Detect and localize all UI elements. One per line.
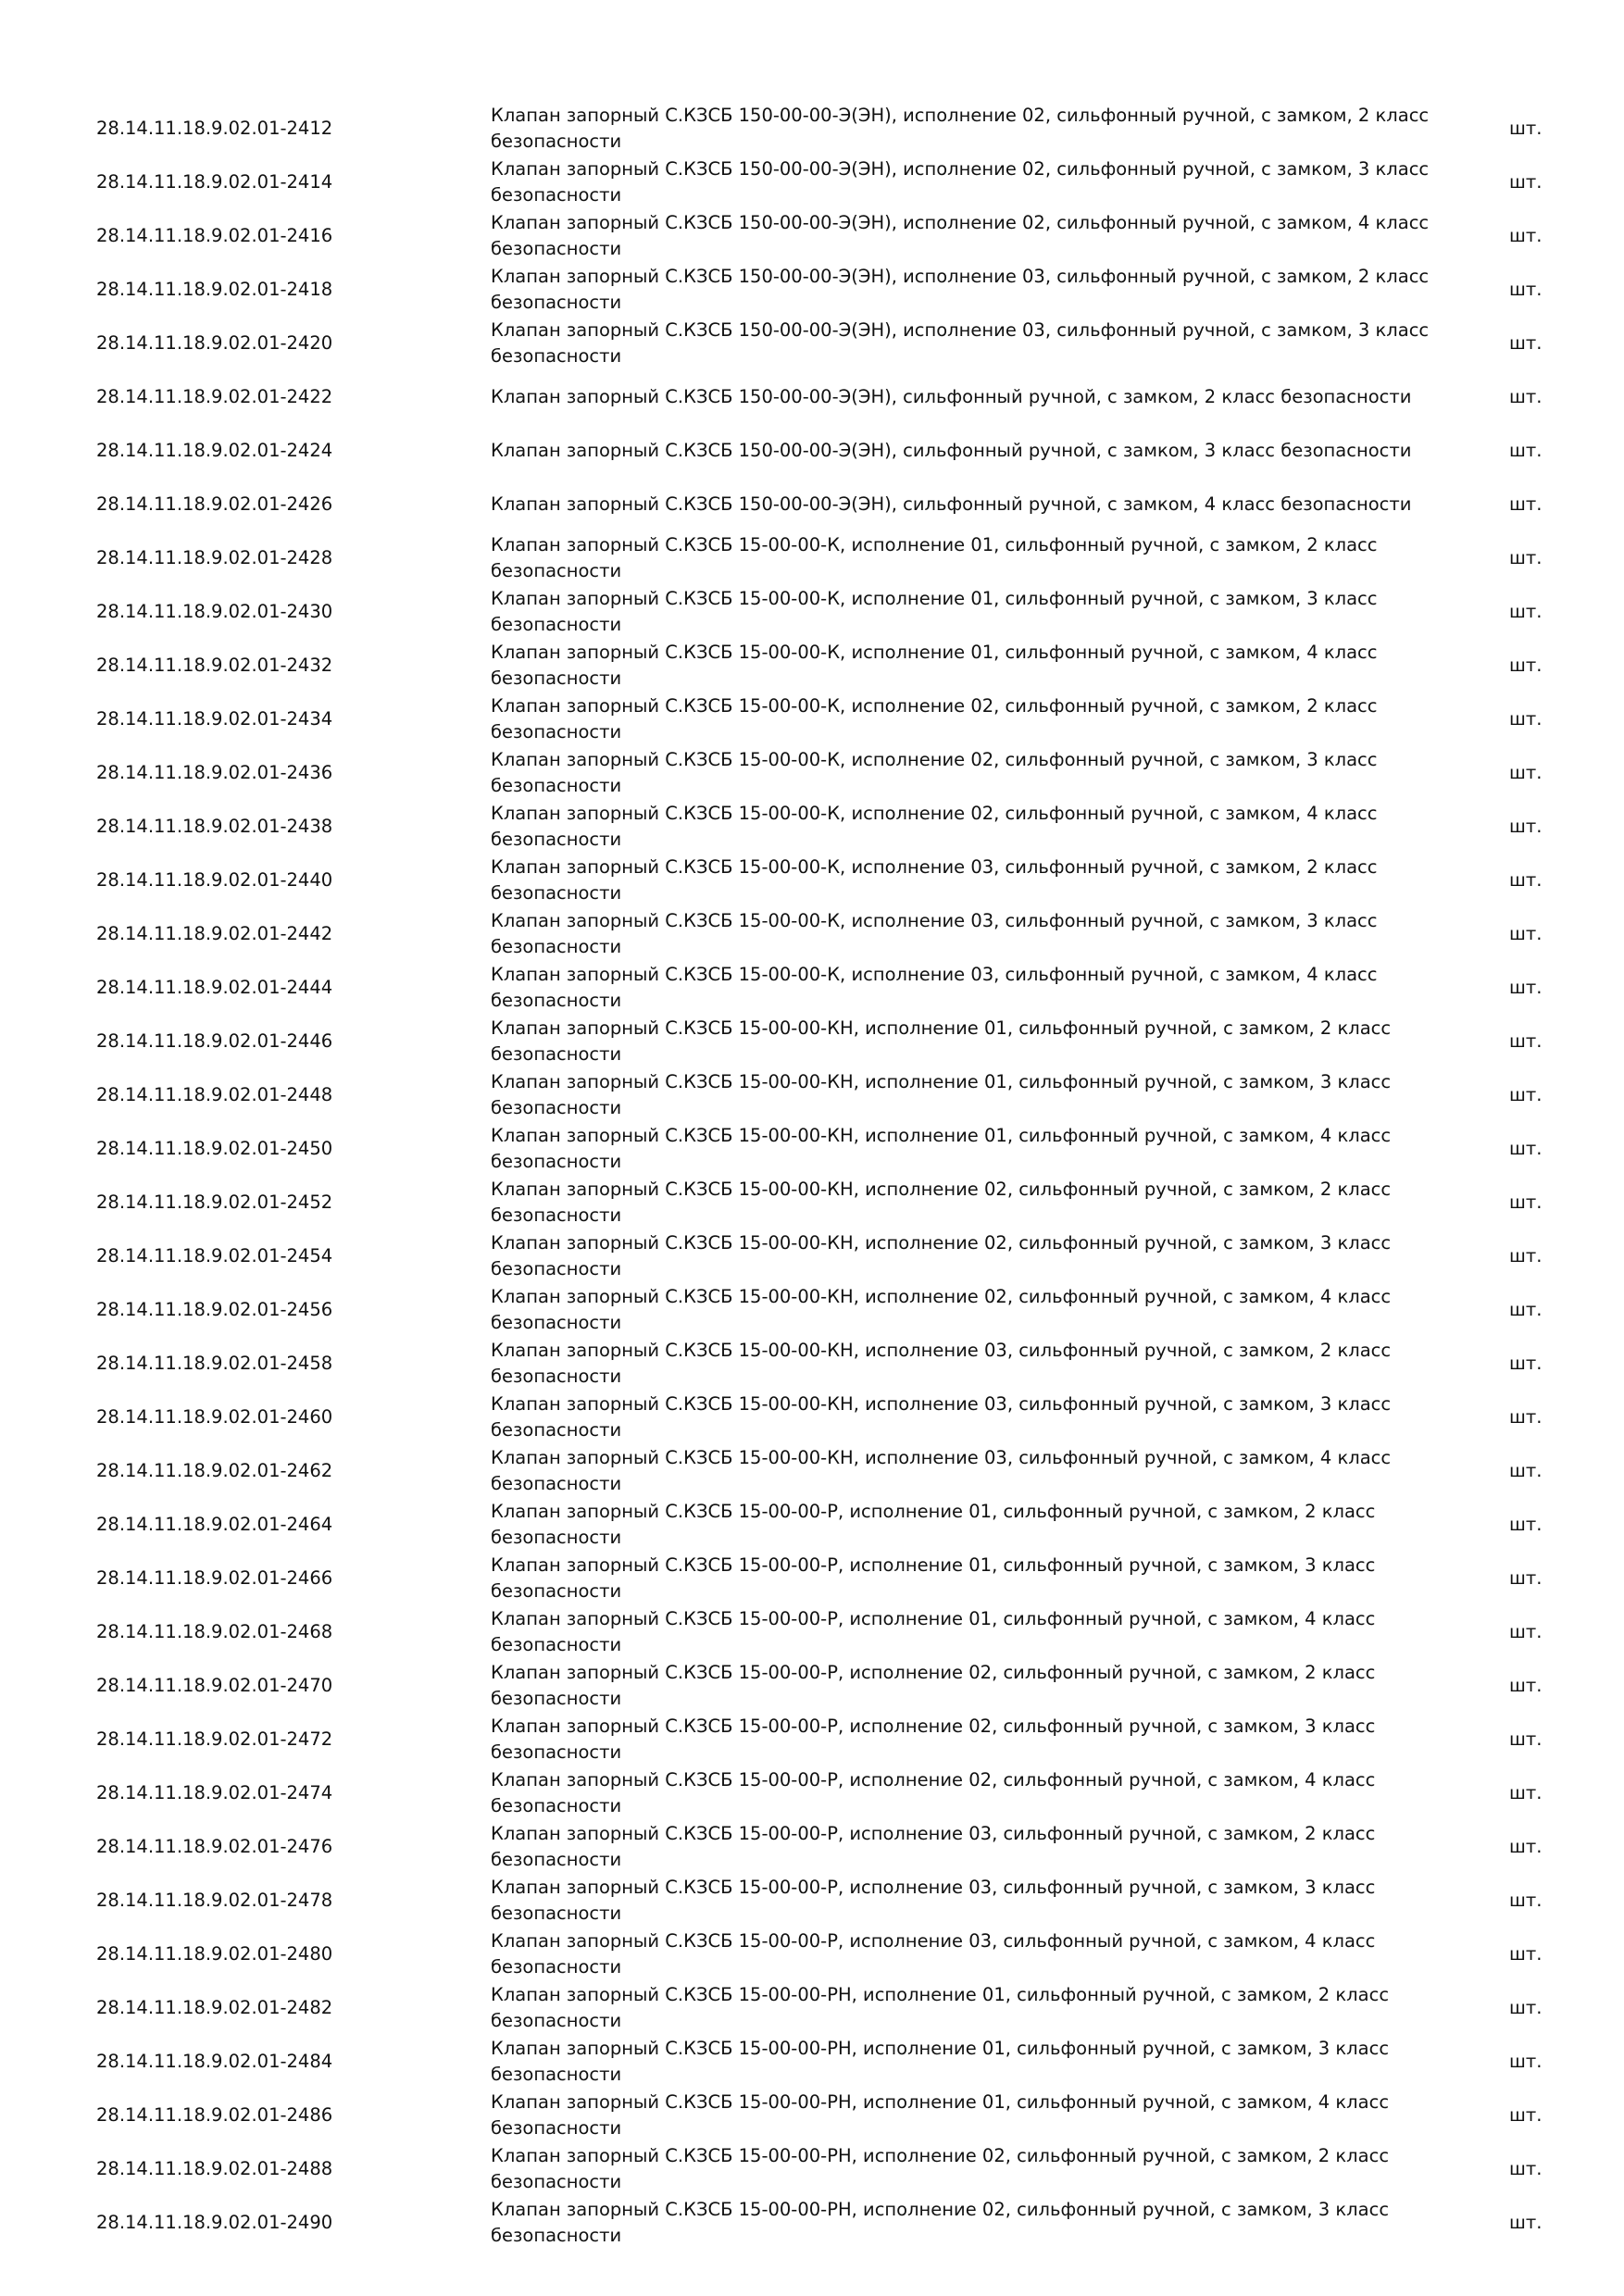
item-unit: шт. [1509,1353,1543,1374]
table-row [96,1981,1568,2035]
item-unit: шт. [1509,869,1543,891]
item-name: Клапан запорный С.КЗСБ 15-00-00-КН, исполнение 03, сильфонный ручной, с замком, 3 класс безопасности [491,1393,1392,1441]
item-unit: шт. [1509,762,1543,783]
items-table-body [96,102,1568,2250]
item-code: 28.14.11.18.9.02.01-2442 [96,923,333,944]
item-code: 28.14.11.18.9.02.01-2422 [96,386,333,407]
item-code: 28.14.11.18.9.02.01-2482 [96,1997,333,2018]
item-unit: шт. [1509,977,1543,998]
item-unit: шт. [1509,601,1543,622]
item-code: 28.14.11.18.9.02.01-2432 [96,655,333,676]
table-row [96,1928,1568,1981]
item-code: 28.14.11.18.9.02.01-2460 [96,1406,333,1428]
item-unit: шт. [1509,655,1543,676]
item-name: Клапан запорный С.КЗСБ 150-00-00-Э(ЭН), исполнение 03, сильфонный ручной, с замком, 3 класс безопасности [491,319,1430,367]
item-name: Клапан запорный С.КЗСБ 150-00-00-Э(ЭН), сильфонный ручной, с замком, 3 класс безопасности [491,440,1412,461]
item-name: Клапан запорный С.КЗСБ 15-00-00-К, исполнение 01, сильфонный ручной, с замком, 3 класс безопасности [491,588,1378,635]
item-unit: шт. [1509,2212,1543,2233]
table-row [96,1337,1568,1391]
table-row [96,1068,1568,1122]
item-unit: шт. [1509,225,1543,246]
item-name: Клапан запорный С.КЗСБ 150-00-00-Э(ЭН), сильфонный ручной, с замком, 2 класс безопасности [491,386,1412,407]
item-name: Клапан запорный С.КЗСБ 15-00-00-К, исполнение 03, сильфонный ручной, с замком, 4 класс безопасности [491,964,1378,1011]
item-name: Клапан запорный С.КЗСБ 15-00-00-К, исполнение 01, сильфонный ручной, с замком, 2 класс безопасности [491,534,1378,581]
item-name: Клапан запорный С.КЗСБ 15-00-00-КН, исполнение 03, сильфонный ручной, с замком, 4 класс безопасности [491,1447,1392,1494]
table-row [96,2089,1568,2142]
table-row [96,1122,1568,1176]
item-unit: шт. [1509,923,1543,944]
item-name: Клапан запорный С.КЗСБ 15-00-00-РН, исполнение 02, сильфонный ручной, с замком, 2 класс безопасности [491,2145,1390,2192]
item-name: Клапан запорный С.КЗСБ 150-00-00-Э(ЭН), исполнение 02, сильфонный ручной, с замком, 4 класс безопасности [491,212,1430,259]
table-row [96,1391,1568,1444]
table-row [96,1552,1568,1605]
table-row [96,1498,1568,1552]
item-code: 28.14.11.18.9.02.01-2464 [96,1514,333,1535]
item-code: 28.14.11.18.9.02.01-2424 [96,440,333,461]
table-row [96,1659,1568,1713]
item-unit: шт. [1509,1567,1543,1589]
item-name: Клапан запорный С.КЗСБ 15-00-00-РН, исполнение 01, сильфонный ручной, с замком, 2 класс безопасности [491,1984,1390,2031]
item-name: Клапан запорный С.КЗСБ 15-00-00-К, исполнение 01, сильфонный ручной, с замком, 4 класс безопасности [491,642,1378,689]
item-code: 28.14.11.18.9.02.01-2430 [96,601,333,622]
item-unit: шт. [1509,1621,1543,1642]
item-unit: шт. [1509,332,1543,354]
item-unit: шт. [1509,171,1543,193]
item-unit: шт. [1509,1030,1543,1052]
item-unit: шт. [1509,1084,1543,1105]
table-row [96,1176,1568,1229]
item-name: Клапан запорный С.КЗСБ 15-00-00-Р, исполнение 02, сильфонный ручной, с замком, 3 класс безопасности [491,1716,1376,1763]
table-row [96,907,1568,961]
item-code: 28.14.11.18.9.02.01-2444 [96,977,333,998]
item-code: 28.14.11.18.9.02.01-2490 [96,2212,333,2233]
item-code: 28.14.11.18.9.02.01-2488 [96,2158,333,2179]
table-row [96,370,1568,424]
item-name: Клапан запорный С.КЗСБ 15-00-00-КН, исполнение 03, сильфонный ручной, с замком, 2 класс безопасности [491,1340,1392,1387]
item-code: 28.14.11.18.9.02.01-2440 [96,869,333,891]
item-name: Клапан запорный С.КЗСБ 150-00-00-Э(ЭН), исполнение 03, сильфонный ручной, с замком, 2 класс безопасности [491,266,1430,313]
item-unit: шт. [1509,2051,1543,2072]
item-unit: шт. [1509,1138,1543,1159]
item-code: 28.14.11.18.9.02.01-2472 [96,1728,333,1750]
item-name: Клапан запорный С.КЗСБ 15-00-00-Р, исполнение 03, сильфонный ручной, с замком, 3 класс безопасности [491,1877,1376,1924]
table-row [96,961,1568,1015]
item-unit: шт. [1509,279,1543,300]
table-row [96,1229,1568,1283]
table-row [96,1820,1568,1874]
table-row [96,317,1568,370]
item-code: 28.14.11.18.9.02.01-2420 [96,332,333,354]
item-code: 28.14.11.18.9.02.01-2426 [96,493,333,515]
item-unit: шт. [1509,2104,1543,2126]
table-row [96,209,1568,263]
item-code: 28.14.11.18.9.02.01-2450 [96,1138,333,1159]
table-row [96,1605,1568,1659]
item-code: 28.14.11.18.9.02.01-2476 [96,1836,333,1857]
item-name: Клапан запорный С.КЗСБ 15-00-00-РН, исполнение 01, сильфонный ручной, с замком, 4 класс безопасности [491,2091,1390,2139]
item-code: 28.14.11.18.9.02.01-2458 [96,1353,333,1374]
item-unit: шт. [1509,493,1543,515]
item-unit: шт. [1509,2158,1543,2179]
table-row [96,800,1568,854]
item-name: Клапан запорный С.КЗСБ 150-00-00-Э(ЭН), исполнение 02, сильфонный ручной, с замком, 3 класс безопасности [491,158,1430,206]
item-name: Клапан запорный С.КЗСБ 15-00-00-Р, исполнение 03, сильфонный ручной, с замком, 4 класс безопасности [491,1930,1376,1978]
item-code: 28.14.11.18.9.02.01-2418 [96,279,333,300]
table-row [96,2035,1568,2089]
items-table [96,102,1568,2250]
item-name: Клапан запорный С.КЗСБ 15-00-00-КН, исполнение 01, сильфонный ручной, с замком, 4 класс безопасности [491,1125,1392,1172]
item-unit: шт. [1509,1997,1543,2018]
item-name: Клапан запорный С.КЗСБ 15-00-00-К, исполнение 02, сильфонный ручной, с замком, 4 класс безопасности [491,803,1378,850]
table-row [96,1015,1568,1068]
table-row [96,854,1568,907]
item-code: 28.14.11.18.9.02.01-2436 [96,762,333,783]
table-row [96,102,1568,156]
item-code: 28.14.11.18.9.02.01-2454 [96,1245,333,1267]
item-unit: шт. [1509,1192,1543,1213]
table-row [96,585,1568,639]
item-code: 28.14.11.18.9.02.01-2446 [96,1030,333,1052]
item-unit: шт. [1509,1836,1543,1857]
item-code: 28.14.11.18.9.02.01-2484 [96,2051,333,2072]
item-name: Клапан запорный С.КЗСБ 15-00-00-Р, исполнение 01, сильфонный ручной, с замком, 2 класс безопасности [491,1501,1376,1548]
item-code: 28.14.11.18.9.02.01-2468 [96,1621,333,1642]
item-name: Клапан запорный С.КЗСБ 150-00-00-Э(ЭН), сильфонный ручной, с замком, 4 класс безопасности [491,493,1412,515]
item-code: 28.14.11.18.9.02.01-2428 [96,547,333,568]
item-name: Клапан запорный С.КЗСБ 15-00-00-КН, исполнение 02, сильфонный ручной, с замком, 4 класс безопасности [491,1286,1392,1333]
item-code: 28.14.11.18.9.02.01-2412 [96,118,333,139]
item-code: 28.14.11.18.9.02.01-2462 [96,1460,333,1481]
item-name: Клапан запорный С.КЗСБ 15-00-00-РН, исполнение 01, сильфонный ручной, с замком, 3 класс безопасности [491,2038,1390,2085]
item-unit: шт. [1509,1782,1543,1803]
table-row [96,1444,1568,1498]
item-name: Клапан запорный С.КЗСБ 15-00-00-Р, исполнение 03, сильфонный ручной, с замком, 2 класс безопасности [491,1823,1376,1870]
item-unit: шт. [1509,1943,1543,1965]
item-name: Клапан запорный С.КЗСБ 150-00-00-Э(ЭН), исполнение 02, сильфонный ручной, с замком, 2 класс безопасности [491,105,1430,152]
table-row [96,478,1568,531]
item-name: Клапан запорный С.КЗСБ 15-00-00-Р, исполнение 02, сильфонный ручной, с замком, 4 класс безопасности [491,1769,1376,1816]
table-row [96,1766,1568,1820]
table-row [96,156,1568,209]
item-unit: шт. [1509,1299,1543,1320]
item-code: 28.14.11.18.9.02.01-2456 [96,1299,333,1320]
item-name: Клапан запорный С.КЗСБ 15-00-00-Р, исполнение 02, сильфонный ручной, с замком, 2 класс безопасности [491,1662,1376,1709]
table-row [96,693,1568,746]
item-code: 28.14.11.18.9.02.01-2480 [96,1943,333,1965]
item-unit: шт. [1509,1460,1543,1481]
table-row [96,1713,1568,1766]
table-row [96,531,1568,585]
table-row [96,2196,1568,2250]
item-code: 28.14.11.18.9.02.01-2486 [96,2104,333,2126]
item-code: 28.14.11.18.9.02.01-2434 [96,708,333,730]
item-unit: шт. [1509,1890,1543,1911]
item-unit: шт. [1509,1728,1543,1750]
item-code: 28.14.11.18.9.02.01-2466 [96,1567,333,1589]
item-name: Клапан запорный С.КЗСБ 15-00-00-Р, исполнение 01, сильфонный ручной, с замком, 3 класс безопасности [491,1554,1376,1602]
item-name: Клапан запорный С.КЗСБ 15-00-00-КН, исполнение 01, сильфонный ручной, с замком, 2 класс безопасности [491,1017,1392,1065]
item-unit: шт. [1509,440,1543,461]
item-code: 28.14.11.18.9.02.01-2414 [96,171,333,193]
item-name: Клапан запорный С.КЗСБ 15-00-00-К, исполнение 02, сильфонный ручной, с замком, 3 класс безопасности [491,749,1378,796]
item-code: 28.14.11.18.9.02.01-2478 [96,1890,333,1911]
item-unit: шт. [1509,1514,1543,1535]
item-name: Клапан запорный С.КЗСБ 15-00-00-К, исполнение 03, сильфонный ручной, с замком, 3 класс безопасности [491,910,1378,957]
item-unit: шт. [1509,1675,1543,1696]
item-unit: шт. [1509,816,1543,837]
item-code: 28.14.11.18.9.02.01-2470 [96,1675,333,1696]
table-row [96,1874,1568,1928]
item-code: 28.14.11.18.9.02.01-2416 [96,225,333,246]
item-name: Клапан запорный С.КЗСБ 15-00-00-К, исполнение 03, сильфонный ручной, с замком, 2 класс безопасности [491,856,1378,904]
item-code: 28.14.11.18.9.02.01-2452 [96,1192,333,1213]
item-name: Клапан запорный С.КЗСБ 15-00-00-Р, исполнение 01, сильфонный ручной, с замком, 4 класс безопасности [491,1608,1376,1655]
item-unit: шт. [1509,386,1543,407]
table-row [96,2142,1568,2196]
item-name: Клапан запорный С.КЗСБ 15-00-00-КН, исполнение 02, сильфонный ручной, с замком, 2 класс безопасности [491,1179,1392,1226]
item-name: Клапан запорный С.КЗСБ 15-00-00-К, исполнение 02, сильфонный ручной, с замком, 2 класс безопасности [491,695,1378,742]
item-unit: шт. [1509,1406,1543,1428]
table-row [96,1283,1568,1337]
item-code: 28.14.11.18.9.02.01-2448 [96,1084,333,1105]
table-row [96,639,1568,693]
item-unit: шт. [1509,1245,1543,1267]
item-name: Клапан запорный С.КЗСБ 15-00-00-КН, исполнение 01, сильфонный ручной, с замком, 3 класс безопасности [491,1071,1392,1118]
table-row [96,424,1568,478]
item-name: Клапан запорный С.КЗСБ 15-00-00-РН, исполнение 02, сильфонный ручной, с замком, 3 класс безопасности [491,2199,1390,2246]
item-unit: шт. [1509,708,1543,730]
item-unit: шт. [1509,118,1543,139]
item-code: 28.14.11.18.9.02.01-2438 [96,816,333,837]
table-row [96,263,1568,317]
item-name: Клапан запорный С.КЗСБ 15-00-00-КН, исполнение 02, сильфонный ручной, с замком, 3 класс безопасности [491,1232,1392,1279]
item-code: 28.14.11.18.9.02.01-2474 [96,1782,333,1803]
item-unit: шт. [1509,547,1543,568]
table-row [96,746,1568,800]
